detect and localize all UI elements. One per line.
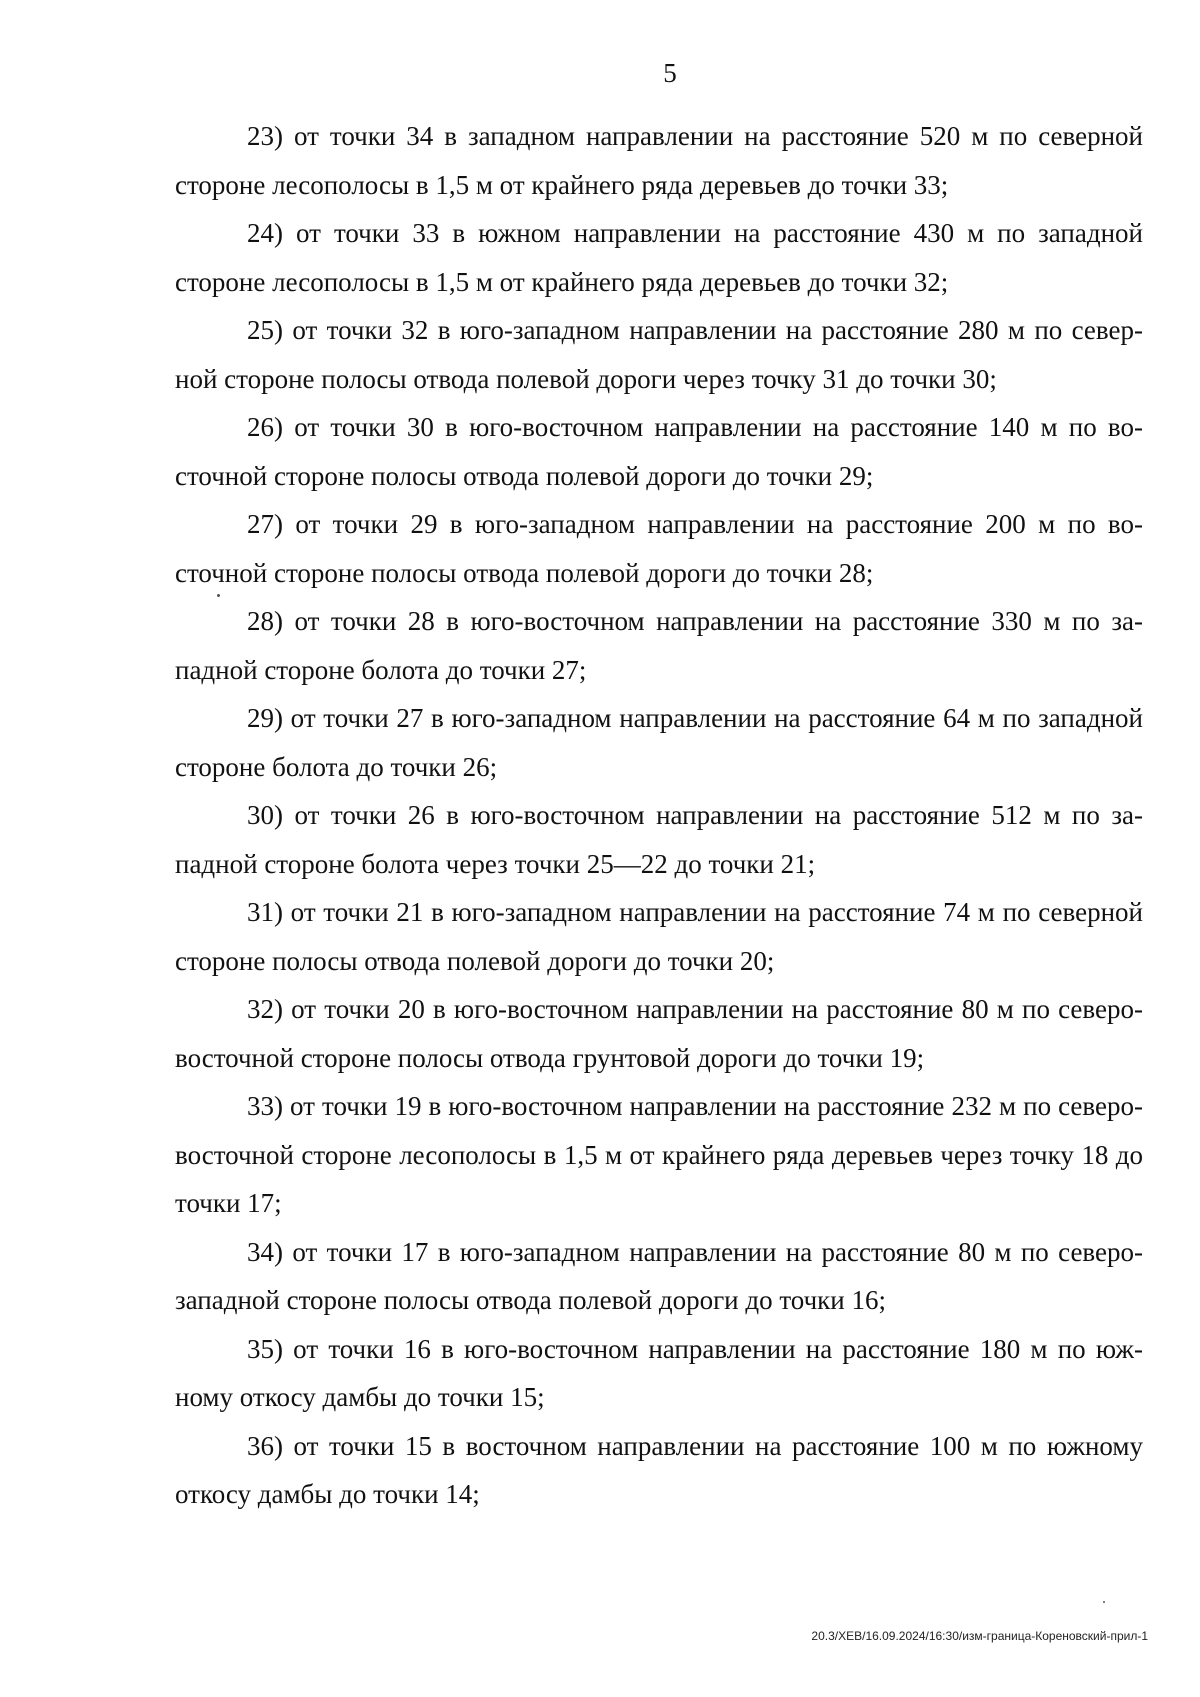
paragraph-item-23: 23) от точки 34 в западном направлении на расстояние 520 м по северной стороне лесополосы в 1,5 м от крайнего ряда деревьев до точки 33; (175, 121, 1143, 200)
paragraph-item-26: 26) от точки 30 в юго-восточном направлении на расстояние 140 м по восточной стороне полосы отвода полевой дороги до точки 29; (175, 412, 1143, 491)
paragraph-item-32: 32) от точки 20 в юго-восточном направлении на расстояние 80 м по северо-восточной стороне полосы отвода грунтовой дороги до точки 19; (175, 994, 1143, 1073)
paragraph-item-36: 36) от точки 15 в восточном направлении на расстояние 100 м по южному откосу дамбы до точки 14; (175, 1430, 1143, 1509)
paragraph-item-28: 28) от точки 28 в юго-восточном направлении на расстояние 330 м по западной стороне болота до точки 27; (175, 606, 1143, 685)
paragraph-item-33: 33) от точки 19 в юго-восточном направлении на расстояние 232 м по северо-восточной стороне лесополосы в 1,5 м от крайнего ряда деревьев через точку 18 до точки 17; (175, 1091, 1143, 1218)
paragraph-item-31: 31) от точки 21 в юго-западном направлении на расстояние 74 м по северной стороне полосы отвода полевой дороги до точки 20; (175, 897, 1143, 976)
paragraph-item-30: 30) от точки 26 в юго-восточном направлении на расстояние 512 м по западной стороне болота через точки 25—22 до точки 21; (175, 800, 1143, 879)
paragraph-item-25: 25) от точки 32 в юго-западном направлении на расстояние 280 м по северной стороне полосы отвода полевой дороги через точку 31 до точки 30; (175, 315, 1143, 394)
paragraph-item-29: 29) от точки 27 в юго-западном направлении на расстояние 64 м по западной стороне болота до точки 26; (175, 703, 1143, 782)
document-body (175, 112, 1143, 1519)
scan-speck (1103, 1601, 1105, 1603)
paragraph-item-24: 24) от точки 33 в южном направлении на расстояние 430 м по западной стороне лесополосы в 1,5 м от крайнего ряда деревьев до точки 32; (175, 218, 1143, 297)
scan-speck (217, 594, 220, 597)
document-footer-code: 20.3/ХЕВ/16.09.2024/16:30/изм-граница-Кореновский-прил-1 (811, 1629, 1148, 1643)
paragraph-item-35: 35) от точки 16 в юго-восточном направлении на расстояние 180 м по южному откосу дамбы до точки 15; (175, 1333, 1143, 1412)
paragraph-item-27: 27) от точки 29 в юго-западном направлении на расстояние 200 м по восточной стороне полосы отвода полевой дороги до точки 28; (175, 509, 1143, 588)
page-number: 5 (663, 58, 677, 88)
paragraph-item-34: 34) от точки 17 в юго-западном направлении на расстояние 80 м по северо-западной стороне полосы отвода полевой дороги до точки 16; (175, 1236, 1143, 1315)
